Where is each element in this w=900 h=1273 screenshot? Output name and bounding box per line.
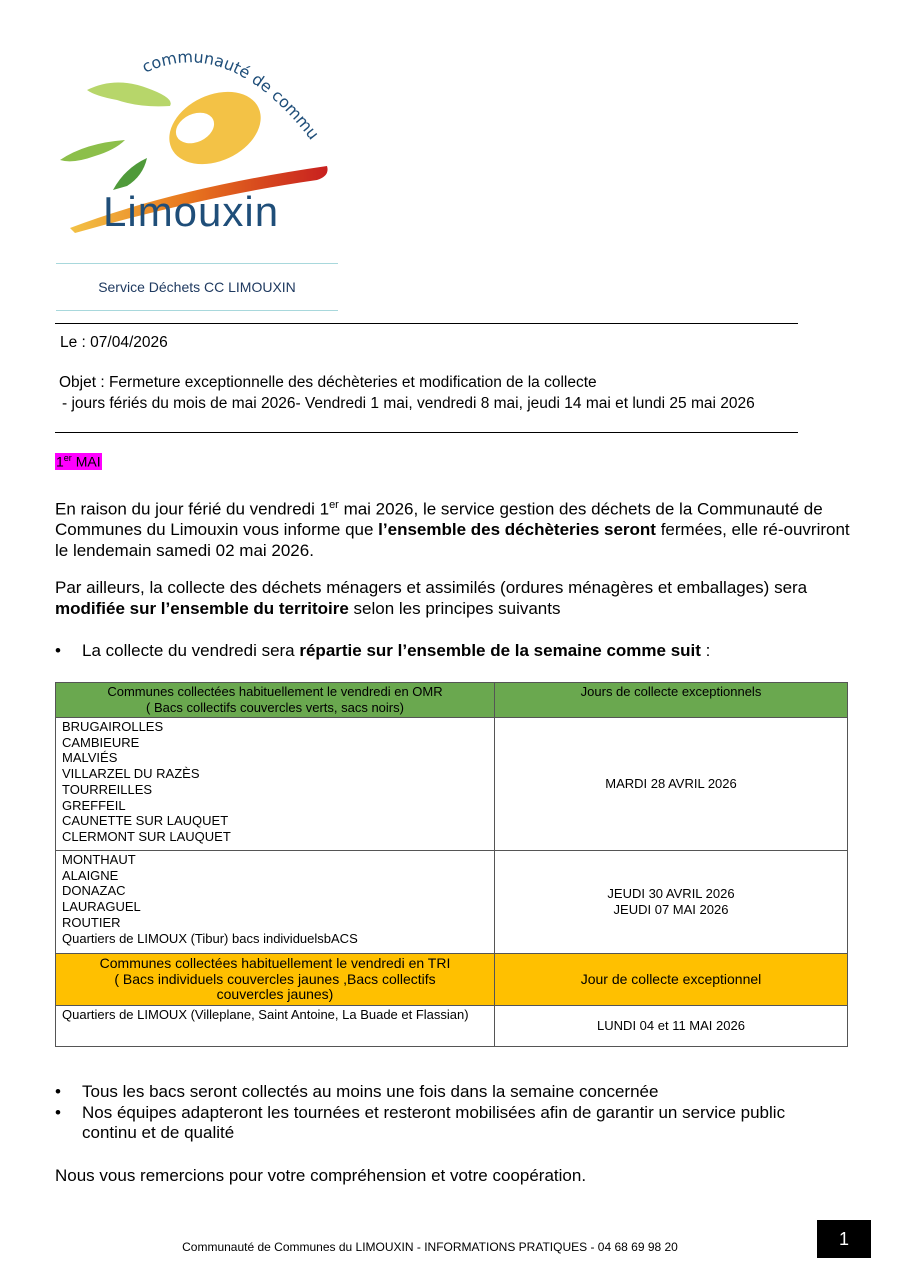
- paragraph: En raison du jour férié du vendredi 1er mai 2026, le service gestion des déchets de la Communauté de Communes du Limouxin vous informe que l’ensemble des déchèteries seront fermées, elle ré-ouvriront le lendemain samedi 02 mai 2026.: [55, 499, 850, 560]
- communes-list: BRUGAIROLLES CAMBIEURE MALVIÉS VILLARZEL DU RAZÈS TOURREILLES GREFFEIL CAUNETTE SUR LAUQUET CLERMONT SUR LAUQUET: [56, 718, 495, 851]
- service-name: Service Déchets CC LIMOUXIN: [56, 263, 338, 311]
- tri-header: Communes collectées habituellement le vendredi en TRI ( Bacs individuels couvercles jaunes ,Bacs collectifs couvercles jaunes): [56, 954, 495, 1006]
- green-leaf-shape: [60, 140, 125, 161]
- divider: [55, 323, 798, 324]
- communes-list: MONTHAUT ALAIGNE DONAZAC LAURAGUEL ROUTIER Quartiers de LIMOUX (Tibur) bacs individuelsbACS: [56, 851, 495, 954]
- collection-date: LUNDI 04 et 11 MAI 2026: [495, 1006, 848, 1047]
- page-number: 1: [817, 1220, 871, 1258]
- logo-name: Limouxin: [103, 188, 280, 235]
- communes-list: Quartiers de LIMOUX (Villeplane, Saint Antoine, La Buade et Flassian): [56, 1006, 495, 1047]
- object-line: - jours fériés du mois de mai 2026- Vendredi 1 mai, vendredi 8 mai, jeudi 14 mai et lundi 25 mai 2026: [62, 395, 755, 412]
- table-row: [56, 718, 848, 851]
- section-heading: 1er MAI: [56, 453, 101, 470]
- object-line: Objet : Fermeture exceptionnelle des déchèteries et modification de la collecte: [59, 374, 597, 391]
- bullet-item: • Tous les bacs seront collectés au moins une fois dans la semaine concernée: [55, 1082, 659, 1101]
- sun-shape: [158, 78, 273, 178]
- green-leaf-shape: [113, 158, 147, 190]
- logo-arc-text: communauté de commu: [139, 47, 324, 144]
- collection-date: JEUDI 30 AVRIL 2026 JEUDI 07 MAI 2026: [495, 851, 848, 954]
- closing-line: Nous vous remercions pour votre compréhension et votre coopération.: [55, 1166, 587, 1185]
- collection-table: [55, 682, 848, 1047]
- table-row: [56, 1006, 848, 1047]
- collection-date: MARDI 28 AVRIL 2026: [495, 718, 848, 851]
- tri-days-header: Jour de collecte exceptionnel: [495, 954, 848, 1006]
- table-row: [56, 851, 848, 954]
- table-header-row: [56, 683, 848, 718]
- divider: [55, 432, 798, 433]
- omr-header: Communes collectées habituellement le vendredi en OMR ( Bacs collectifs couvercles verts, sacs noirs): [56, 683, 495, 718]
- omr-days-header: Jours de collecte exceptionnels: [495, 683, 848, 718]
- bullet-item: • Nos équipes adapteront les tournées et resteront mobilisées afin de garantir un service public continu et de qualité: [55, 1103, 786, 1142]
- green-leaf-shape: [87, 82, 171, 106]
- footer: Communauté de Communes du LIMOUXIN - INFORMATIONS PRATIQUES - 04 68 69 98 20: [182, 1240, 678, 1254]
- table-header-row: [56, 954, 848, 1006]
- paragraph: Par ailleurs, la collecte des déchets ménagers et assimilés (ordures ménagères et emballages) sera modifiée sur l’ensemble du territoire selon les principes suivants: [55, 578, 808, 618]
- bullet-item: • La collecte du vendredi sera répartie sur l’ensemble de la semaine comme suit :: [55, 641, 711, 660]
- date-line: Le : 07/04/2026: [60, 334, 168, 351]
